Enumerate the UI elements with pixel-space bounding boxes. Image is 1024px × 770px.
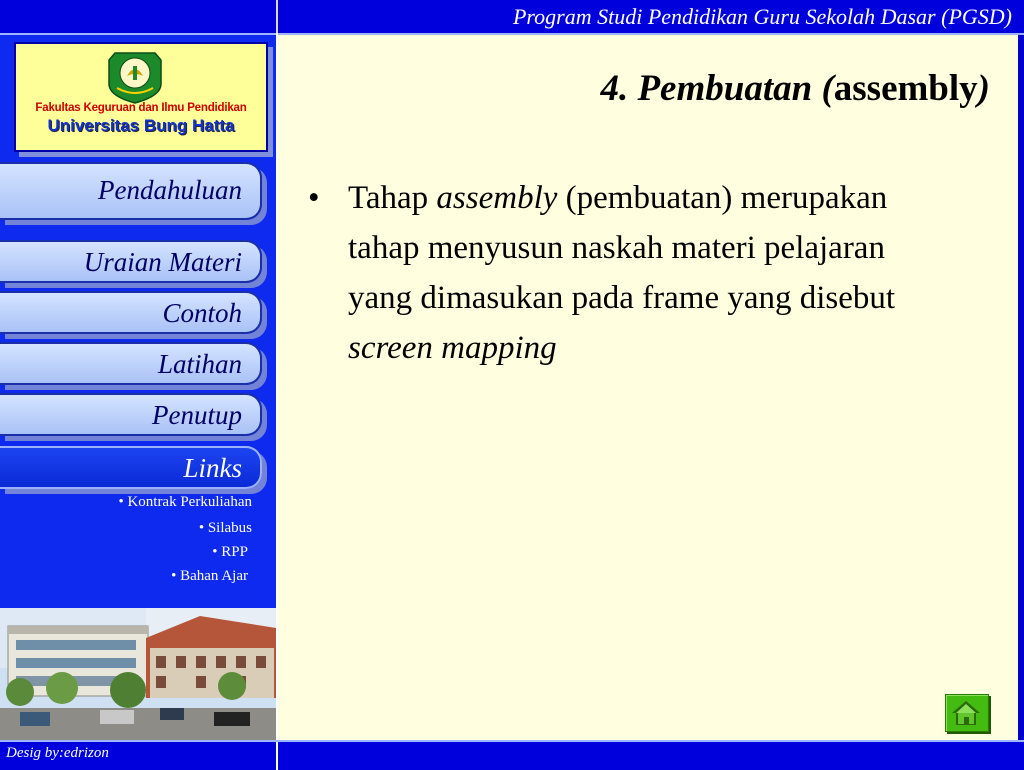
- university-emblem-icon: [105, 48, 165, 104]
- home-icon: [950, 698, 982, 728]
- nav-penutup[interactable]: [0, 393, 262, 436]
- nav-uraian-materi[interactable]: [0, 240, 262, 283]
- program-title: Program Studi Pendidikan Guru Sekolah Dasar (PGSD): [512, 4, 1012, 29]
- link-kontrak-perkuliahan[interactable]: • Kontrak Perkuliahan: [118, 494, 252, 510]
- body-text-2: (pembuatan) merupakan tahap menyusun naskah materi pelajaran yang dimasukan pada frame yang disebut: [348, 180, 896, 316]
- body-term-screen-mapping: screen mapping: [348, 330, 557, 366]
- designer-credit: Desig by:edrizon: [6, 745, 109, 761]
- bullet-symbol: •: [308, 180, 320, 216]
- nav-pendahuluan[interactable]: [0, 162, 262, 220]
- nav-links[interactable]: [0, 446, 262, 489]
- university-name: Universitas Bung Hatta: [47, 116, 235, 135]
- sidebar: [0, 35, 276, 740]
- nav-label: Contoh: [162, 298, 242, 328]
- slide-content: [278, 35, 1018, 740]
- nav-label: Penutup: [152, 400, 242, 430]
- nav-label: Links: [183, 453, 242, 483]
- nav-contoh[interactable]: [0, 291, 262, 334]
- header-divider: [276, 0, 278, 33]
- faculty-name: Fakultas Keguruan dan Ilmu Pendidikan: [35, 102, 247, 114]
- nav-label: Uraian Materi: [83, 247, 242, 277]
- campus-photo: [0, 608, 276, 740]
- header-bar: [0, 0, 1024, 35]
- title-end: ): [977, 68, 990, 109]
- footer-bar: [0, 740, 1024, 770]
- bullet-text: [348, 173, 908, 373]
- university-logo: [14, 42, 268, 152]
- title-word: assembly: [833, 68, 978, 109]
- link-bahan-ajar[interactable]: • Bahan Ajar: [171, 568, 248, 584]
- nav-latihan[interactable]: [0, 342, 262, 385]
- nav-label: Pendahuluan: [98, 175, 242, 205]
- body-term-assembly: assembly: [436, 180, 558, 216]
- link-silabus[interactable]: • Silabus: [198, 520, 252, 536]
- slide-title: [600, 67, 990, 110]
- footer-divider: [276, 742, 278, 770]
- nav-label: Latihan: [157, 349, 242, 379]
- title-main: 4. Pembuatan (: [600, 68, 834, 109]
- link-rpp[interactable]: • RPP: [212, 544, 248, 560]
- body-text-1: Tahap: [348, 180, 437, 216]
- home-button[interactable]: [945, 694, 989, 732]
